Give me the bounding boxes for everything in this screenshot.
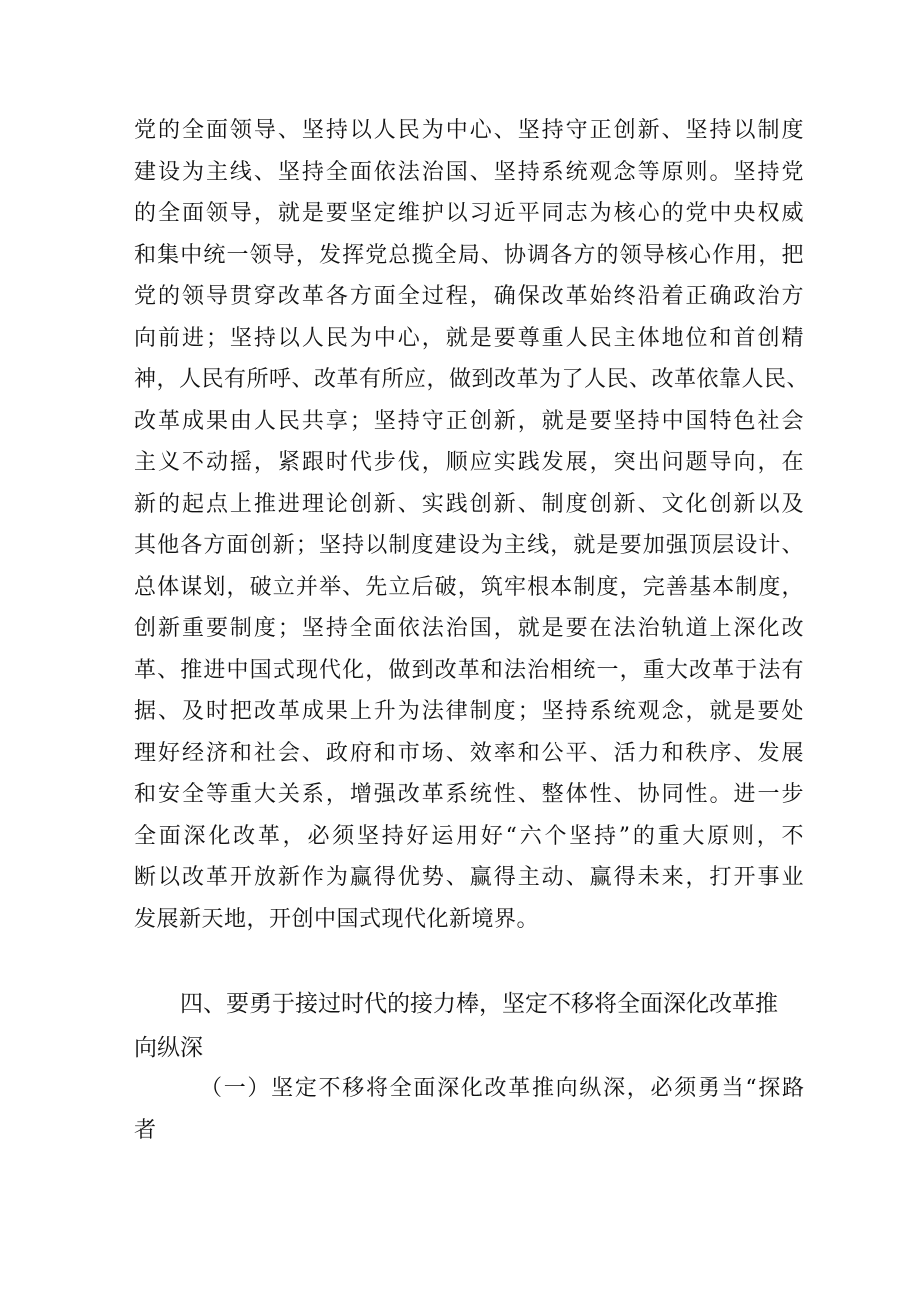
- paragraph-line: 新的起点上推进理论创新、实践创新、制度创新、文化创新以及: [134, 491, 804, 517]
- paragraph-line: 主义不动摇，紧跟时代步伐，顺应实践发展，突出问题导向，在: [134, 450, 804, 475]
- section-heading-line: 向纵深: [134, 1035, 203, 1061]
- subsection-heading: [134, 1068, 804, 1152]
- subsection-heading-line: 者: [134, 1118, 157, 1143]
- paragraph-line: 据、及时把改革成果上升为法律制度；坚持系统观念，就是要处: [134, 699, 804, 724]
- paragraph-line: 和集中统一领导，发挥党总揽全局、协调各方的领导核心作用，把: [134, 242, 804, 268]
- paragraph-line: 革、推进中国式现代化，做到改革和法治相统一，重大改革于法有: [134, 657, 804, 683]
- paragraph-line: 的全面领导，就是要坚定维护以习近平同志为核心的党中央权威: [134, 201, 804, 226]
- paragraph-line: 向前进；坚持以人民为中心，就是要尊重人民主体地位和首创精: [134, 325, 804, 351]
- paragraph-line: 断以改革开放新作为赢得优势、赢得主动、赢得未来，打开事业: [134, 865, 804, 890]
- paragraph-line: 神，人民有所呼、改革有所应，做到改革为了人民、改革依靠人民、: [134, 367, 810, 392]
- paragraph-line: 发展新天地，开创中国式现代化新境界。: [134, 906, 540, 932]
- paragraph-line: 总体谋划，破立并举、先立后破，筑牢根本制度，完善基本制度，: [134, 574, 804, 600]
- paragraph-line: 党的全面领导、坚持以人民为中心、坚持守正创新、坚持以制度: [134, 118, 804, 143]
- section-heading-line: 四、要勇于接过时代的接力棒，坚定不移将全面深化改革推: [180, 991, 778, 1017]
- paragraph-line: 建设为主线、坚持全面依法治国、坚持系统观念等原则。坚持党: [134, 159, 804, 185]
- paragraph-line: 改革成果由人民共享；坚持守正创新，就是要坚持中国特色社会: [134, 408, 804, 434]
- paragraph-line: 党的领导贯穿改革各方面全过程，确保改革始终沿着正确政治方: [134, 284, 804, 309]
- body-paragraph: [134, 110, 810, 940]
- paragraph-line: 全面深化改革，必须坚持好运用好“六个坚持”的重大原则，不: [134, 823, 804, 849]
- paragraph-line: 理好经济和社会、政府和市场、效率和公平、活力和秩序、发展: [134, 740, 804, 766]
- paragraph-line: 其他各方面创新；坚持以制度建设为主线，就是要加强顶层设计、: [134, 533, 804, 558]
- subsection-heading-line: （一）坚定不移将全面深化改革推向纵深，必须勇当“探路: [200, 1076, 804, 1101]
- paragraph-line: 和安全等重大关系，增强改革系统性、整体性、协同性。进一步: [134, 782, 804, 807]
- paragraph-line: 创新重要制度；坚持全面依法治国，就是要在法治轨道上深化改: [134, 616, 804, 641]
- section-heading: [134, 982, 804, 1070]
